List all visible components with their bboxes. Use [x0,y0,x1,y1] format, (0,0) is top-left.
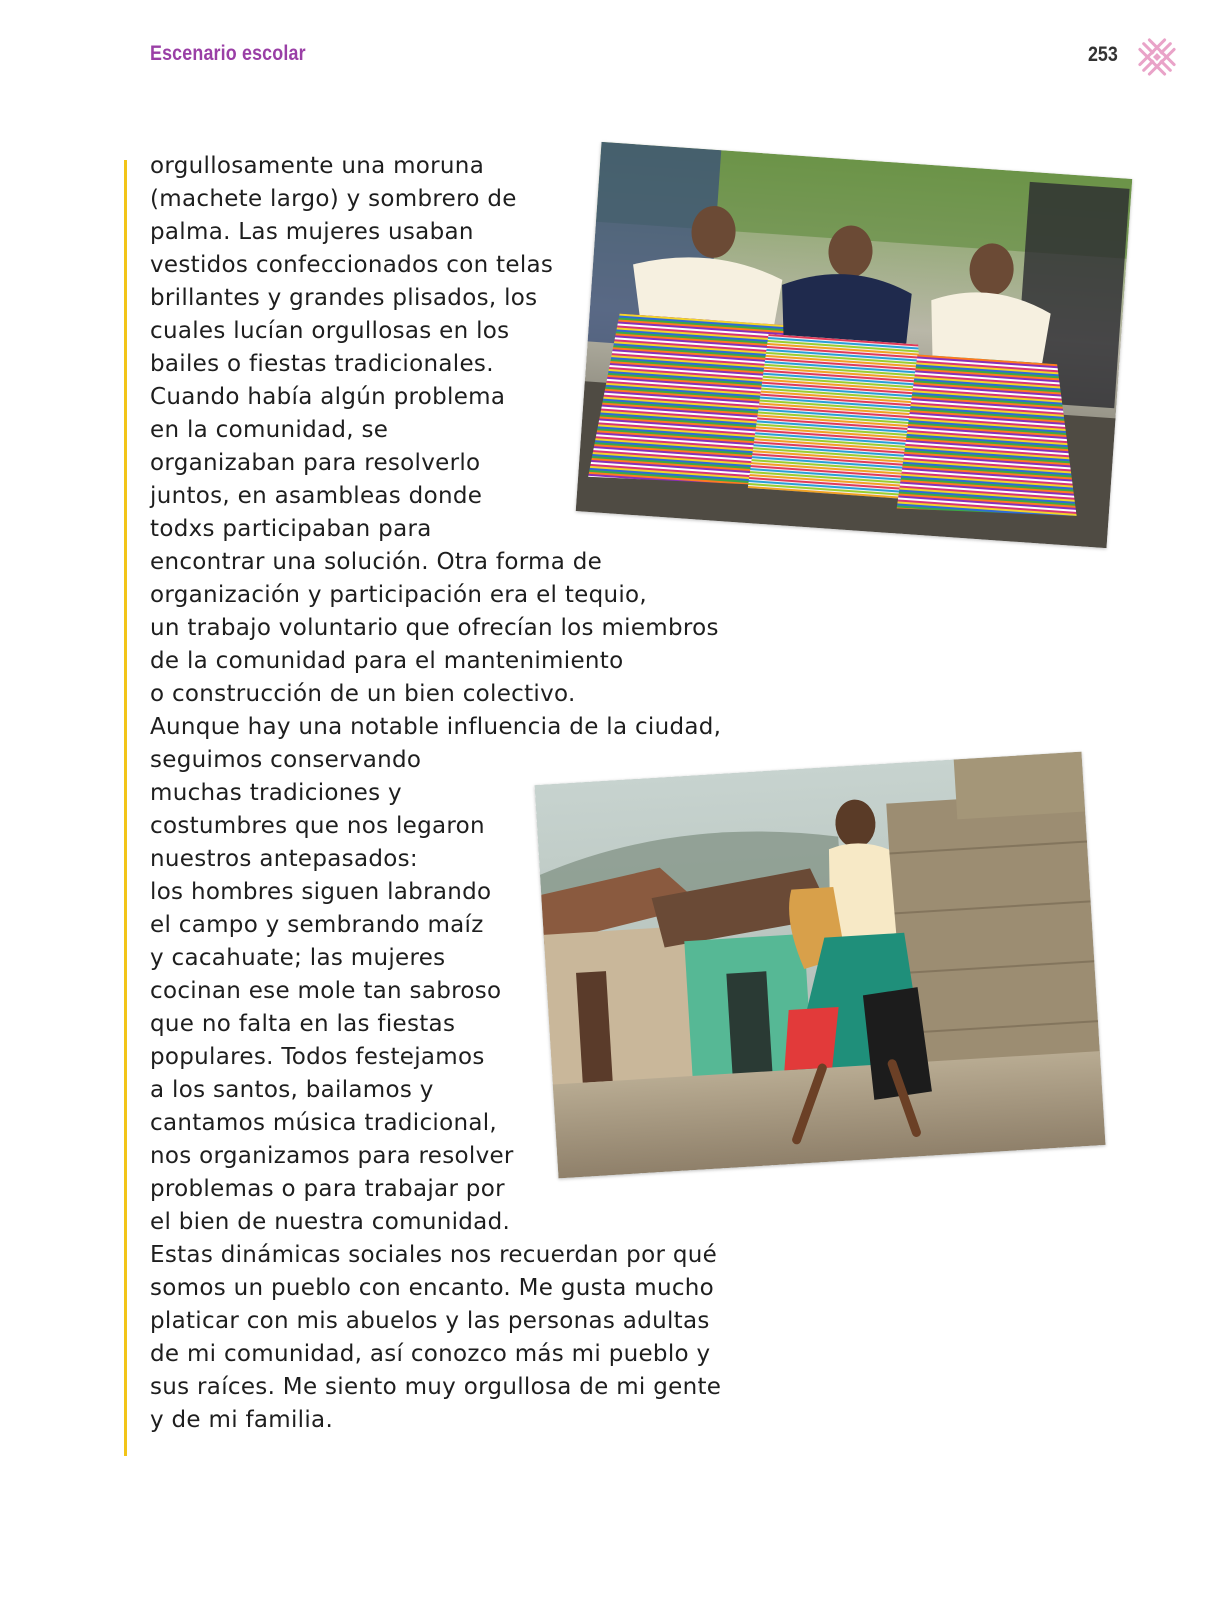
body-line: problemas o para trabajar por [150,1176,505,1202]
body-line: palma. Las mujeres usaban [150,219,474,245]
section-label: Escenario escolar [150,42,306,65]
body-line: somos un pueblo con encanto. Me gusta mucho [150,1275,715,1301]
body-line: nuestros antepasados: [150,846,418,872]
page-number: 253 [1088,43,1118,66]
body-line: o construcción de un bien colectivo. [150,681,576,707]
body-line: y de mi familia. [150,1407,334,1433]
body-line: cocinan ese mole tan sabroso [150,978,502,1004]
body-line: bailes o fiestas tradicionales. [150,351,494,377]
body-line: todxs participaban para [150,516,432,542]
body-line: un trabajo voluntario que ofrecían los miembros [150,615,719,641]
body-line: (machete largo) y sombrero de [150,186,517,212]
body-line: sus raíces. Me siento muy orgullosa de mi gente [150,1374,722,1400]
body-line: brillantes y grandes plisados, los [150,285,538,311]
body-line: los hombres siguen labrando [150,879,492,905]
body-line: cuales lucían orgullosas en los [150,318,510,344]
body-line: vestidos confeccionados con telas [150,252,554,278]
body-line: cantamos música tradicional, [150,1110,498,1136]
body-line: de mi comunidad, así conozco más mi pueblo y [150,1341,711,1367]
body-line: que no falta en las fiestas [150,1011,456,1037]
body-line: Cuando había algún problema [150,384,506,410]
women-traditional-dresses-photo [576,142,1133,548]
body-line: costumbres que nos legaron [150,813,485,839]
body-line: organización y participación era el tequio, [150,582,648,608]
body-line: a los santos, bailamos y [150,1077,434,1103]
woman-walking-village-street-photo [534,752,1105,1179]
body-line: y cacahuate; las mujeres [150,945,446,971]
body-line: platicar con mis abuelos y las personas adultas [150,1308,710,1334]
margin-rule [124,160,127,1456]
body-line: en la comunidad, se [150,417,389,443]
body-line: seguimos conservando [150,747,422,773]
body-line: el bien de nuestra comunidad. [150,1209,511,1235]
body-line: Aunque hay una notable influencia de la ciudad, [150,714,722,740]
body-line: populares. Todos festejamos [150,1044,485,1070]
body-line: de la comunidad para el mantenimiento [150,648,624,674]
body-line: organizaban para resolverlo [150,450,481,476]
woven-cross-icon [1138,38,1176,76]
body-line: nos organizamos para resolver [150,1143,514,1169]
body-line: el campo y sembrando maíz [150,912,484,938]
body-line: encontrar una solución. Otra forma de [150,549,603,575]
body-line: orgullosamente una moruna [150,153,485,179]
body-line: Estas dinámicas sociales nos recuerdan por qué [150,1242,718,1268]
body-line: muchas tradiciones y [150,780,402,806]
body-line: juntos, en asambleas donde [150,483,483,509]
